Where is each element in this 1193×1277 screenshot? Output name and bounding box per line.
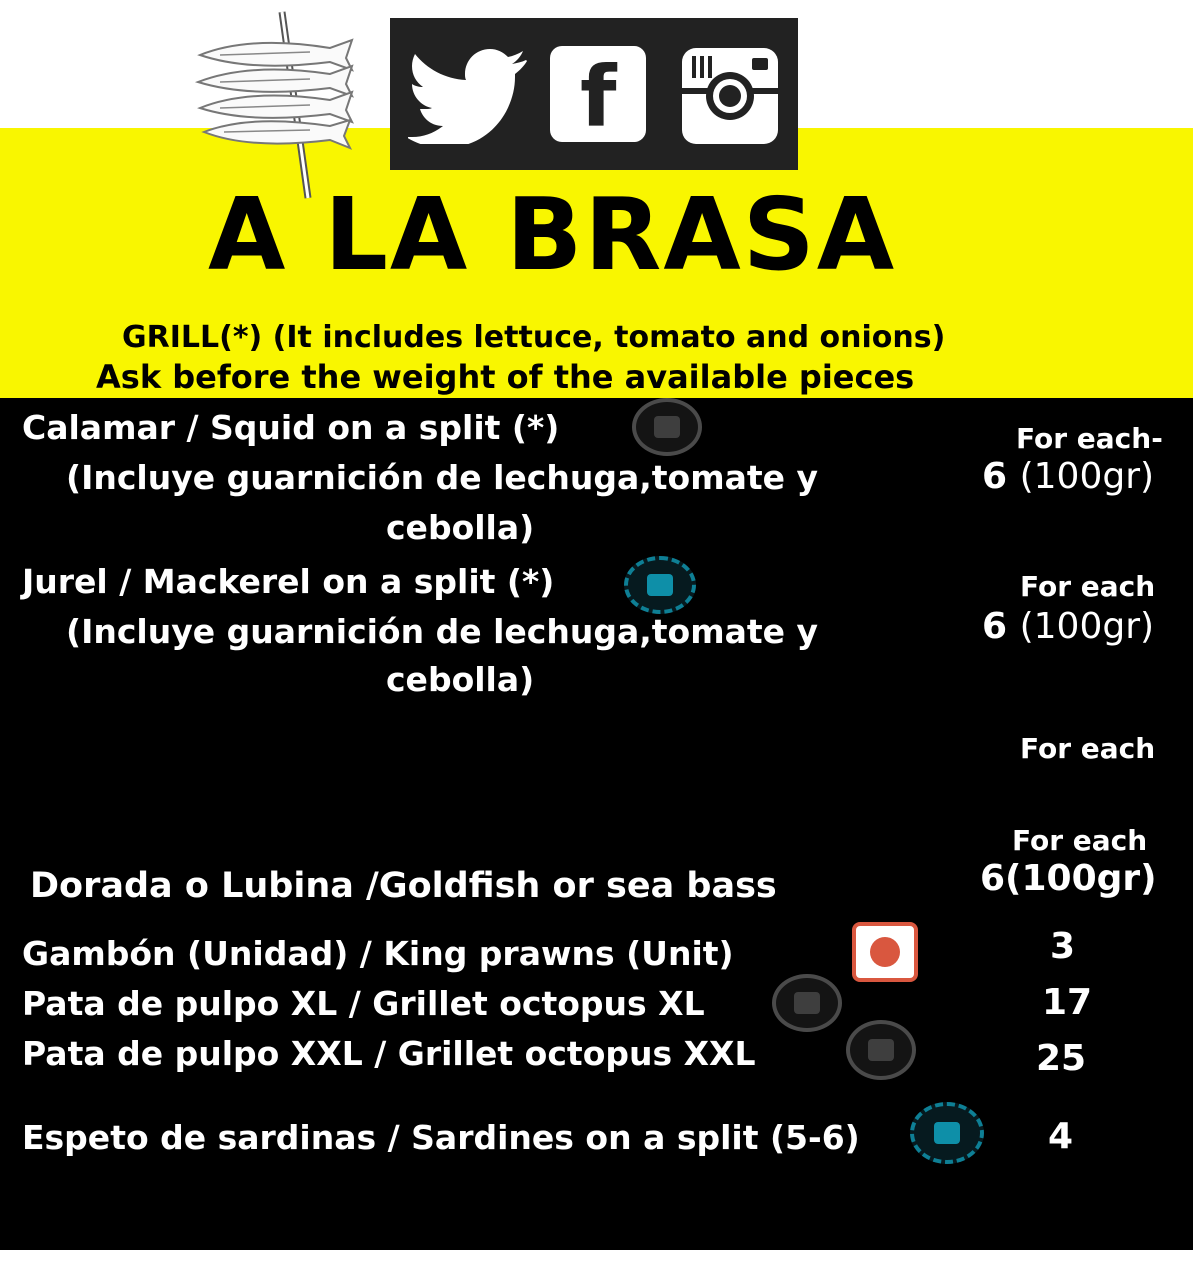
menu-item-jurel-note-end: cebolla) [386,660,535,699]
instagram-camera-icon[interactable] [680,46,780,146]
menu-item-jurel-price: 6 (100gr) [982,606,1155,647]
grill-subtitle: GRILL(*) (It includes lettuce, tomato and onions) [122,320,946,355]
menu-item-calamar-note-end: cebolla) [386,508,535,547]
sardine-skewer-icon [190,10,370,200]
menu-item-jurel-note: (Incluye guarnición de lechuga,tomate y [66,612,819,651]
allergen-crustacean-icon [852,922,918,982]
facebook-f-icon[interactable]: f [550,46,646,142]
menu-item-pulpo-xxl: Pata de pulpo XXL / Grillet octopus XXL [22,1034,756,1073]
menu-item-calamar: Calamar / Squid on a split (*) [22,408,560,447]
allergen-mollusc-icon [632,398,702,456]
menu-item-pulpo-xl: Pata de pulpo XL / Grillet octopus XL [22,984,705,1023]
price-label: For each [1012,824,1148,857]
menu-item-pulpo-xl-price: 17 [1042,982,1093,1023]
allergen-mollusc-icon [846,1020,916,1080]
price-label: For each [1020,570,1156,603]
menu-item-dorada-price: 6(100gr) [980,858,1157,899]
menu-item-sardinas-price: 4 [1048,1116,1074,1157]
allergen-fish-icon [910,1102,984,1164]
social-icons-bar [390,18,798,170]
price-label: For each [1020,732,1156,765]
weight-notice: Ask before the weight of the available pieces [96,358,915,396]
menu-item-pulpo-xxl-price: 25 [1036,1038,1087,1079]
menu-item-jurel: Jurel / Mackerel on a split (*) [22,562,555,601]
page-title: A LA BRASA [208,176,897,293]
allergen-mollusc-icon [772,974,842,1032]
menu-item-gambon: Gambón (Unidad) / King prawns (Unit) [22,934,734,973]
allergen-fish-icon [624,556,696,614]
price-label: For each- [1016,422,1163,455]
menu-item-gambon-price: 3 [1050,926,1076,967]
menu-item-sardinas: Espeto de sardinas / Sardines on a split (5-6) [22,1118,860,1157]
menu-item-calamar-price: 6 (100gr) [982,456,1155,497]
twitter-bird-icon[interactable] [408,48,528,144]
menu-item-dorada: Dorada o Lubina /Goldfish or sea bass [30,866,777,906]
menu-item-calamar-note: (Incluye guarnición de lechuga,tomate y [66,458,819,497]
